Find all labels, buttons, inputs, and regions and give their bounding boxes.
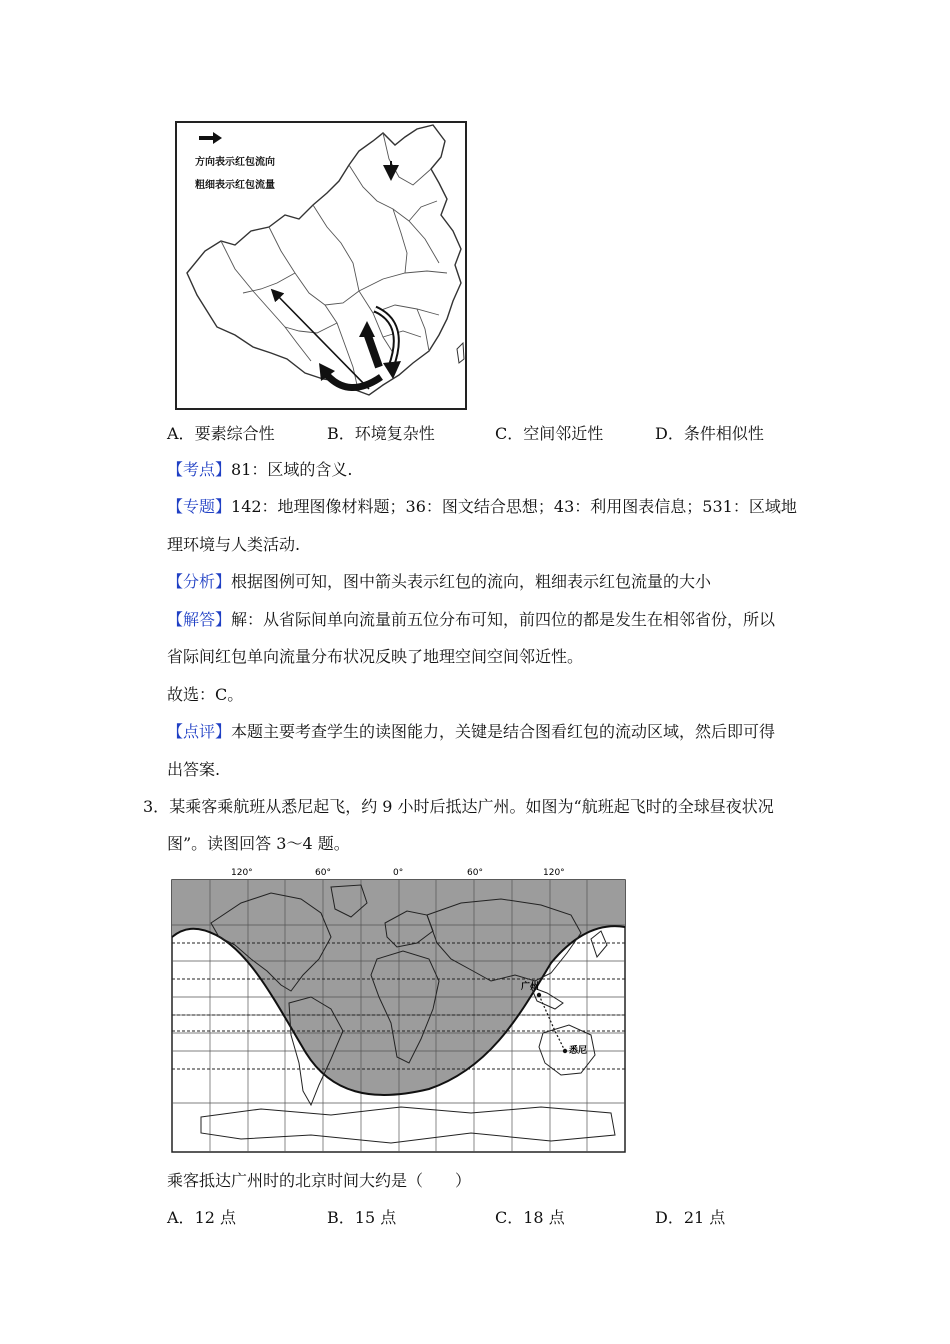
red-envelope-flow-map xyxy=(175,121,467,410)
guangzhou-marker xyxy=(537,993,541,997)
zhuanti-line-2: 理环境与人类活动. xyxy=(167,535,301,554)
answer-line: 故选：C。 xyxy=(167,685,244,704)
legend-arrow-icon xyxy=(199,132,222,144)
sydney-marker xyxy=(563,1049,567,1053)
fenxi-line: 【分析】根据图例可知，图中箭头表示红包的流向，粗细表示红包流量的大小 xyxy=(167,572,712,591)
legend-thickness: 粗细表示红包流量 xyxy=(195,180,275,191)
flow-arrows-thick xyxy=(319,309,401,388)
option-d: D．条件相似性 xyxy=(655,424,764,443)
lon-label-2: 60° xyxy=(315,868,331,878)
q3-option-a: A．12 点 xyxy=(167,1208,237,1227)
jieda-line-2: 省际间红包单向流量分布状况反映了地理空间空间邻近性。 xyxy=(167,647,584,666)
lon-label-1: 120° xyxy=(231,868,253,878)
city-sydney: 悉尼 xyxy=(569,1046,588,1056)
q3-option-b: B．15 点 xyxy=(327,1208,397,1227)
q3-option-d: D．21 点 xyxy=(655,1208,726,1227)
day-night-map-svg xyxy=(171,863,627,1153)
q3-line-1: 3．某乘客乘航班从悉尼起飞，约 9 小时后抵达广州。如图为“航班起飞时的全球昼夜状况 xyxy=(143,797,774,816)
option-b: B．环境复杂性 xyxy=(327,424,435,443)
zhuanti-line-1: 【专题】142：地理图像材料题；36：图文结合思想；43：利用图表信息；531：区域地 xyxy=(167,497,797,516)
lon-label-4: 60° xyxy=(467,868,483,878)
kaodian-line: 【考点】81：区域的含义. xyxy=(167,460,353,479)
q3-question: 乘客抵达广州时的北京时间大约是（ ） xyxy=(167,1171,472,1190)
jieda-line-1: 【解答】解：从省际间单向流量前五位分布可知，前四位的都是发生在相邻省份，所以 xyxy=(167,610,776,629)
legend-direction: 方向表示红包流向 xyxy=(195,157,275,168)
dianping-line-1: 【点评】本题主要考查学生的读图能力，关键是结合图看红包的流动区域，然后即可得 xyxy=(167,722,776,741)
option-a: A．要素综合性 xyxy=(167,424,275,443)
option-c: C．空间邻近性 xyxy=(495,424,604,443)
q3-line-2: 图”。读图回答 3～4 题。 xyxy=(167,834,350,853)
world-day-night-map xyxy=(171,863,627,1153)
lon-label-5: 120° xyxy=(543,868,565,878)
lon-label-3: 0° xyxy=(393,868,404,878)
city-guangzhou: 广州 xyxy=(521,982,540,992)
q3-option-c: C．18 点 xyxy=(495,1208,565,1227)
dianping-line-2: 出答案. xyxy=(167,760,221,779)
